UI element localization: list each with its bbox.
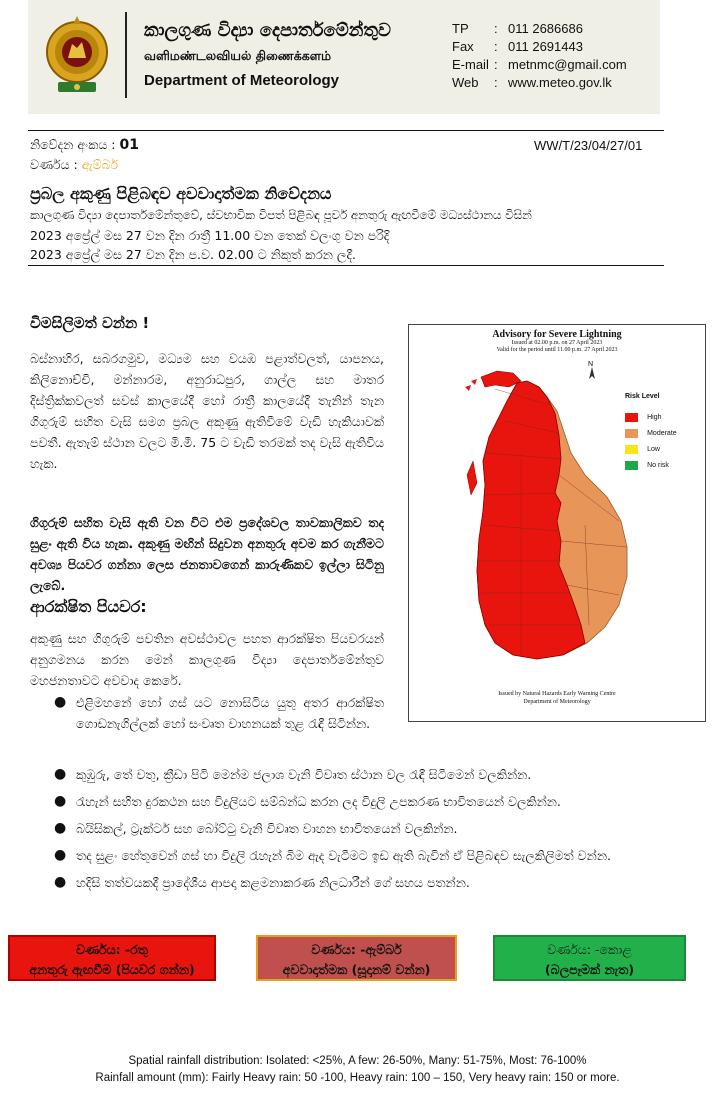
contact-email: E-mail : metnmc@gmail.com: [452, 57, 627, 72]
footer-rainfall: Rainfall amount (mm): Fairly Heavy rain: 50 -100, Heavy rain: 100 – 150, Very heavy rain: 150 or more.: [95, 1072, 620, 1084]
contact-phone: TP : 011 2686686: [452, 21, 583, 36]
list-item: ● තද සුළං හේතුවෙන් ගස් හා විදුලි රැහැන් බිම ඇද වැටීමට ඉඩ ඇති බැවින් ඒ පිළිබඳව සැලකිලිමත් වන්න.: [48, 845, 668, 866]
bullet-icon: ●: [54, 820, 67, 836]
map-issuer: Issued by Natural Hazards Early Warning Centre: [498, 691, 616, 697]
precautions-intro: අකුණු සහ ගිගුරුම් පවතින අවස්ථාවල පහත ආරක්ෂිත පියවරයන් අනුගමනය කරන මෙන් කාලගුණ විද්‍යා දෙපාර්තමේන්තුව මහජනතාවට අවවාද කෙරේ.: [30, 631, 384, 688]
list-item: ● රැහැන් සහිත දුරකථන සහ විදුලියට සම්බන්ධ කරන ලද විදුලි උපකරණ භාවිතයෙන් වලකින්න.: [48, 791, 668, 812]
bullet-icon: ●: [54, 874, 67, 890]
notice-number-row: නිවේදන අංකය : 01: [30, 137, 139, 153]
level-box-amber: වර්ණය: -ඇම්බර් අවවාදාත්මක (සූදානම් වන්න): [256, 935, 457, 981]
legend-title: Risk Level: [625, 393, 660, 400]
precautions-list-narrow: [48, 692, 384, 740]
advisory-issuer-line: කාලගුණ විද්‍යා දෙපාර්තමේන්තුවේ, ස්වභාවික විපත් පිළිබඳ පූර්ව අනතුරු ඇඟවීමේ මධ්‍යස්ථානය විසින්: [30, 208, 532, 222]
map-title: Advisory for Severe Lightning: [492, 329, 622, 340]
contact-details: [452, 20, 627, 92]
precautions-list: [48, 764, 668, 899]
north-arrow-icon: [589, 367, 595, 379]
forecast-paragraph: බස්නාහිර, සබරගමුව, මධ්‍යම සහ වයඹ පළාත්වලත්, යාපනය, කිලිනොච්චි, මන්නාරම, අනුරාධපුර, ගාල්ල සහ මාතර දිස්ත්‍රික්කවලත් සවස් කාලයේදී හෝ රාත්‍රී කාලයේදී තැනින් තැන ගිගුරුම් සහිත වැසි සමග ප්‍රබල අකුණු ඇතිවීමේ වැඩි හැකියාවක් පවතී. ඇතැම් ස්ථාන වලට මි.මී. 75 ට වැඩි තරමක් තද වැසි ඇතිවිය හැක.: [30, 351, 384, 471]
letterhead: [28, 0, 660, 114]
footer-distribution: Spatial rainfall distribution: Isolated: <25%, A few: 26-50%, Many: 51-75%, Most: 76-100%: [128, 1055, 587, 1067]
legend-no-risk: No risk: [625, 455, 669, 474]
list-item: ● එළිමහනේ හෝ ගස් යට නොසිටිය යුතු අතර ආරක්ෂිත ගොඩනැගිල්ලක් හෝ සංවෘත වාහනයක් තුළ රැඳී සිටින්න.: [54, 694, 384, 731]
contact-fax: Fax : 011 2691443: [452, 39, 583, 54]
map-department: Department of Meteorology: [523, 699, 591, 705]
sri-lanka-emblem-icon: [44, 12, 110, 98]
contact-web: Web : www.meteo.gov.lk: [452, 75, 612, 90]
legend-high: High: [625, 407, 662, 426]
map-issued: Issued at 02.00 p.m. on 27 April 2023: [511, 340, 603, 346]
bullet-icon: ●: [54, 766, 67, 782]
list-item: ● හදිසි තත්වයකදී ප්‍රාදේශීය ආපදා කළමනාකරණ නිලධාරීන් ගේ සහය පතන්න.: [48, 872, 668, 893]
divider: [28, 130, 664, 131]
level-row: වර්ණය : ඇම්බර්: [30, 157, 119, 172]
bullet-icon: ●: [54, 793, 67, 809]
lightning-risk-map: [408, 324, 706, 722]
bullet-icon: ●: [54, 694, 67, 710]
legend-swatch: [625, 445, 638, 454]
legend-moderate: Moderate: [625, 423, 677, 442]
advisory-validity-line: 2023 අප්‍රේල් මස 27 වන දින රාත්‍රී 11.00 වන තෙක් වලංගු වන පරිදි: [30, 228, 390, 243]
kalpitiya-peninsula: [467, 461, 477, 495]
north-label: N: [588, 361, 594, 368]
legend-swatch: [625, 413, 638, 422]
reference-code: WW/T/23/04/27/01: [534, 138, 643, 153]
level-box-green: වර්ණය: -කොළ (බලපෑමක් නැත): [493, 935, 686, 981]
list-item: ● බයිසිකල්, ට්‍රැක්ටර් සහ බෝට්ටු වැනි විවෘත වාහන භාවිතයෙන් වලකින්න.: [48, 818, 668, 839]
map-valid: Valid for the period until 11.00 p.m. 27 April 2023: [496, 347, 618, 353]
advisory-issued-line: 2023 අප්‍රේල් මස 27 වන දින ප.ව. 02.00 ට නිකුත් කරන ලදී.: [30, 247, 356, 262]
notice-number: 01: [119, 137, 139, 153]
list-item: ● කුඹුරු, තේ වතු, ක්‍රීඩා පිටි මෙන්ම ජලාශ වැනි විවෘත ස්ථාන වල රැඳී සිටීමෙන් වලකින්න.: [48, 764, 668, 785]
bullet-icon: ●: [54, 847, 67, 863]
warning-paragraph: ගිගුරුම් සහිත වැසි ඇති වන විට එම ප්‍රදේශවල තාවකාලිකව තද සුළං ඇති විය හැක. අකුණු මඟින් සිදුවන අනතුරු අවම කර ගැනීමට අවශ්‍ය පියවර ගන්නා ලෙස ජනතාවගෙන් කාරුණිකව ඉල්ලා සිටිනු ලැබේ.: [30, 515, 384, 593]
islands: [465, 379, 477, 391]
legend-low: Low: [625, 439, 660, 458]
header-divider: [125, 12, 127, 98]
department-name-tamil: வளிமண்டலவியல் திணைக்களம்: [144, 48, 332, 63]
divider: [28, 265, 664, 266]
advisory-title: ප්‍රබල අකුණු පිළිබඳව අවවාදාත්මක නිවේදනය: [30, 184, 332, 203]
jaffna-peninsula: [481, 371, 521, 387]
beware-heading: විමසිලිමත් වන්න !: [30, 314, 150, 332]
sri-lanka-map: [409, 325, 705, 721]
level-box-red: වර්ණය: -රතු අනතුරු ඇඟවීම (පියවර ගන්න): [8, 935, 216, 981]
legend-swatch: [625, 461, 638, 470]
legend-swatch: [625, 429, 638, 438]
department-name-sinhala: කාලගුණ විද්‍යා දෙපාර්තමේන්තුව: [144, 20, 391, 41]
level-value: ඇම්බර්: [81, 157, 119, 172]
precautions-heading: ආරක්ෂිත පියවර:: [30, 597, 147, 616]
department-name-english: Department of Meteorology: [144, 72, 340, 89]
